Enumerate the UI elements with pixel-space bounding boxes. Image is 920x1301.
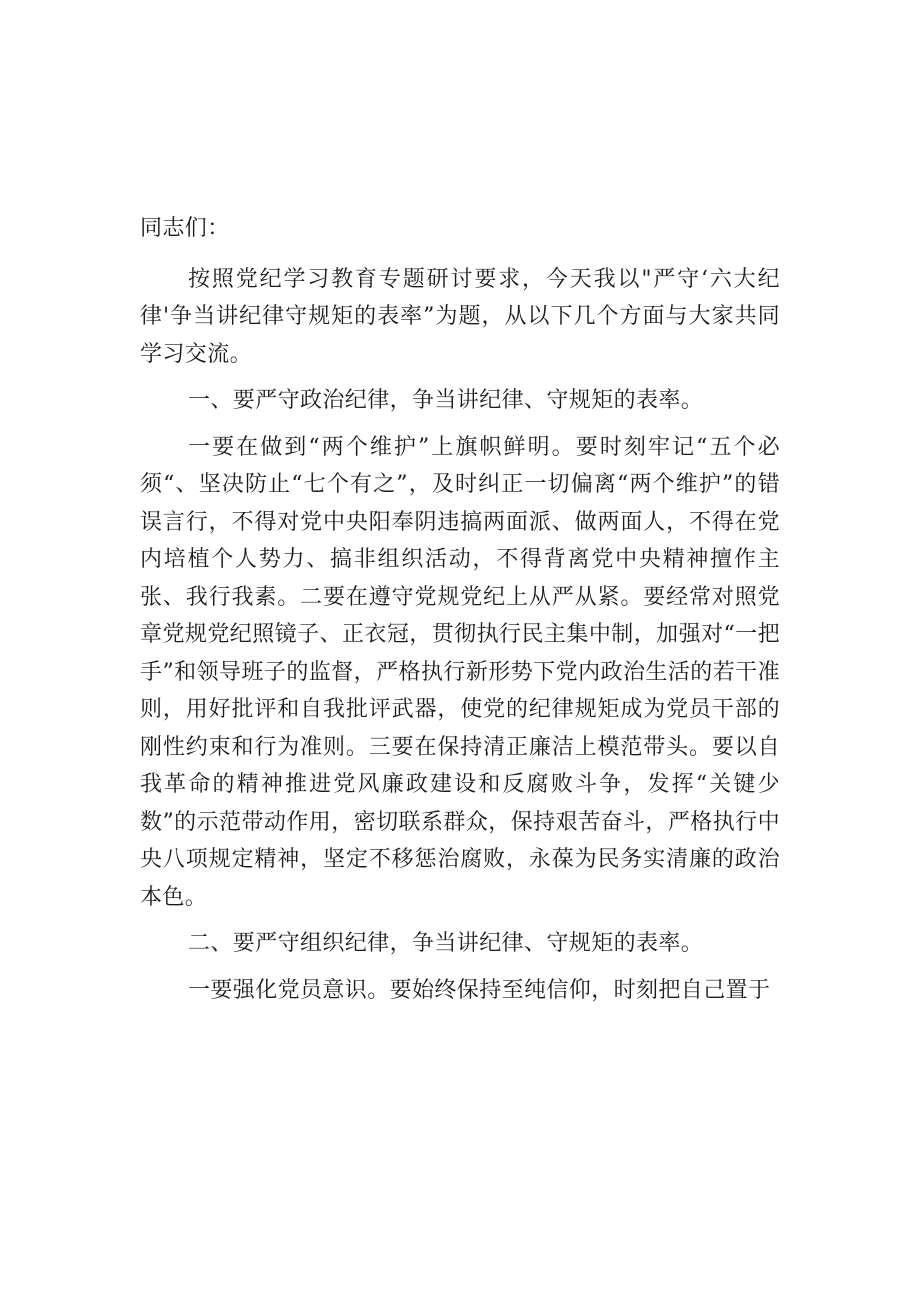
organizational-discipline-paragraph: 一要强化党员意识。要始终保持至纯信仰，时刻把自己置于 [188, 977, 771, 1003]
document-body [140, 210, 780, 1018]
intro-paragraph: 按照党纪学习教育专题研讨要求，今天我以"严守‘六大纪律'争当讲纪律守规矩的表率”为题，从以下几个方面与大家共同学习交流。 [140, 266, 780, 367]
section-heading-political-discipline: 一、要严守政治纪律，争当讲纪律、守规矩的表率。 [188, 388, 704, 413]
salutation: 同志们： [140, 216, 230, 241]
section-heading-organizational-discipline: 二、要严守组织纪律，争当讲纪律、守规矩的表率。 [188, 931, 704, 956]
political-discipline-paragraph: 一要在做到“两个维护”上旗帜鲜明。要时刻牢记“五个必须“、坚决防止“七个有之”，及时纠正一切偏离“两个维护”的错误言行，不得对党中央阳奉阴违搞两面派、做两面人，不得在党内培植个人势力、搞非组织活动，不得背离党中央精神擅作主张、我行我素。二要在遵守党规党纪上从严从紧。要经常对照党章党规党纪照镜子、正衣冠，贯彻执行民主集中制，加强对“一把手”和领导班子的监督，严格执行新形势下党内政治生活的若干准则，用好批评和自我批评武器，使党的纪律规矩成为党员干部的刚性约束和行为准则。三要在保持清正廉洁上模范带头。要以自我革命的精神推进党风廉政建设和反腐败斗争，发挥“关键少数”的示范带动作用，密切联系群众，保持艰苦奋斗，严格执行中央八项规定精神，坚定不移惩治腐败，永葆为民务实清廉的政治本色。 [140, 434, 780, 910]
